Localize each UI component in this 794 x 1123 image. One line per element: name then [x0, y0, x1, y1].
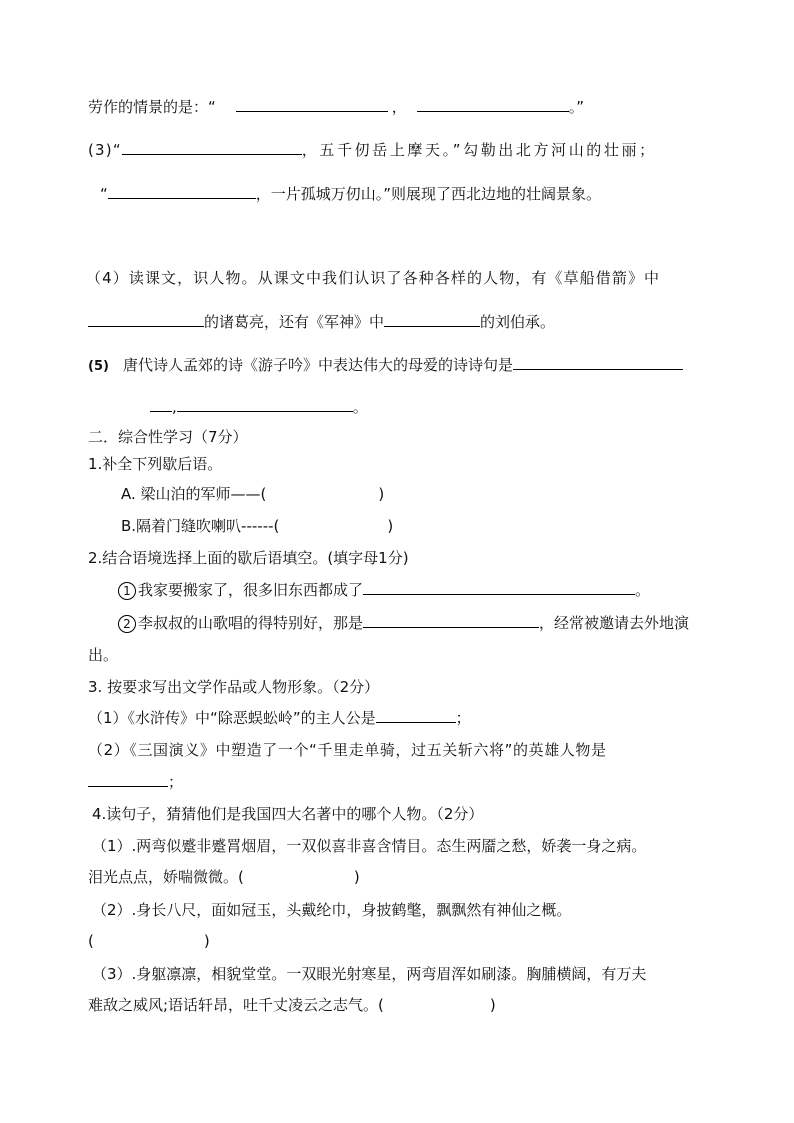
item-2-s1-text: 我家要搬家了，很多旧东西都成了 [138, 581, 364, 599]
section-2-title: 二．综合性学习（7分） [88, 428, 248, 446]
item-4-p3-text: 难敌之威风;语话轩昂，吐千丈凌云之志气。( [88, 996, 384, 1014]
q3-text-2: ，一片孤城万仞山。”则展现了西北边地的壮阔景象。 [255, 185, 602, 203]
q3-blank-1[interactable] [122, 140, 302, 155]
item-4-p2-open: ( [88, 932, 94, 950]
q5-blank-2[interactable] [150, 397, 172, 412]
item-3-q1-text: （1）《水浒传》中“除恶蜈蚣岭”的主人公是 [88, 709, 376, 727]
q1-blank-1[interactable] [236, 97, 388, 112]
item-2-s1-end: 。 [635, 581, 651, 599]
item-2-s1 [118, 580, 650, 600]
circled-number-1: 1 [118, 582, 136, 600]
q1-mid: ， [391, 98, 407, 116]
item-4-p3-line-1: （3）.身躯凛凛，相貌堂堂。一双眼光射寒星，两弯眉浑如刷漆。胸脯横阔，有万夫 [92, 965, 647, 983]
item-4-p2-close: ) [203, 932, 210, 950]
item-2-title: 2.结合语境选择上面的歇后语填空。(填字母1分) [88, 549, 409, 567]
q5-line-1 [88, 355, 683, 377]
q5-blank-1[interactable] [513, 355, 683, 370]
q3-open-quote: “ [100, 185, 108, 203]
q3-text-1: ，五千仞岳上摩天。”勾勒出北方河山的壮丽； [301, 141, 657, 159]
item-2-s2 [118, 613, 689, 633]
item-3-q2-continued [88, 772, 183, 792]
q5-blank-3[interactable] [177, 397, 353, 412]
item-1-b-text: B.隔着门缝吹喇叭------( [121, 517, 280, 535]
q4-blank-1[interactable] [88, 312, 204, 327]
item-4-p3-close: ) [489, 996, 496, 1014]
item-3-q1-end: ； [455, 709, 471, 727]
q3-line-1 [88, 140, 657, 160]
q5-line-2 [150, 397, 368, 417]
q5-text: 唐代诗人孟郊的诗《游子吟》中表达伟大的母爱的诗诗句是 [122, 356, 513, 374]
q4-line-2 [88, 312, 555, 332]
item-1-b-close: ) [387, 517, 394, 535]
item-1-a-close: ) [378, 485, 385, 503]
q1-blank-2[interactable] [417, 97, 569, 112]
item-3-q2-end: ； [168, 773, 184, 791]
q5-number: (5) [88, 359, 109, 374]
item-4-p2-line-1: （2）.身长八尺，面如冠玉，头戴纶巾，身披鹤氅，飘飘然有神仙之概。 [92, 901, 572, 919]
item-4-p1-close: ) [353, 868, 360, 886]
q5-comma: , [172, 398, 177, 416]
item-3-q2: （2）《三国演义》中塑造了一个“千里走单骑，过五关斩六将”的英雄人物是 [88, 741, 607, 759]
item-4-p3-line-2 [88, 995, 496, 1015]
item-4-p1-text: 泪光点点，娇喘微微。( [88, 868, 244, 886]
q3-blank-2[interactable] [108, 184, 256, 199]
q3-line-2 [88, 184, 601, 204]
item-1-title: 1.补全下列歇后语。 [88, 455, 223, 473]
item-1-a [121, 484, 384, 504]
item-4-title: 4.读句子，猜猜他们是我国四大名著中的哪个人物。（2分） [92, 805, 484, 823]
item-2-s2-blank[interactable] [363, 613, 539, 628]
item-3-title: 3. 按要求写出文学作品或人物形象。（2分） [88, 678, 380, 696]
q4-text-2: 的诸葛亮，还有《军神》中 [204, 313, 385, 331]
item-4-p2-line-2 [88, 931, 210, 951]
q4-text-3: 的刘伯承。 [480, 313, 556, 331]
q1-prefix: 劳作的情景的是：“ [88, 98, 216, 116]
q1-suffix: 。” [568, 98, 585, 116]
q4-line-1: （4）读课文，识人物。从课文中我们认识了各种各样的人物，有《草船借箭》中 [86, 269, 661, 287]
item-4-p1-line-2 [88, 867, 360, 887]
item-2-s2-continued: 出。 [88, 646, 119, 664]
item-2-s2-text: 李叔叔的山歌唱的得特别好，那是 [138, 614, 364, 632]
q5-end: 。 [352, 398, 368, 416]
item-4-p1-line-1: （1）.两弯似蹙非蹙罥烟眉，一双似喜非喜含情目。态生两靥之愁，娇袭一身之病。 [92, 837, 647, 855]
item-3-q1-blank[interactable] [376, 708, 456, 723]
circled-number-2: 2 [118, 615, 136, 633]
item-2-s2-end: ，经常被邀请去外地演 [539, 614, 690, 632]
item-2-s1-blank[interactable] [363, 580, 635, 595]
item-3-q2-blank[interactable] [88, 772, 168, 787]
q4-blank-2[interactable] [384, 312, 480, 327]
q3-prefix: (3)“ [88, 141, 122, 159]
item-1-b [121, 516, 393, 536]
item-3-q1 [88, 708, 471, 728]
q1-continuation [88, 97, 584, 117]
item-1-a-text: A. 梁山泊的军师——( [121, 485, 267, 503]
